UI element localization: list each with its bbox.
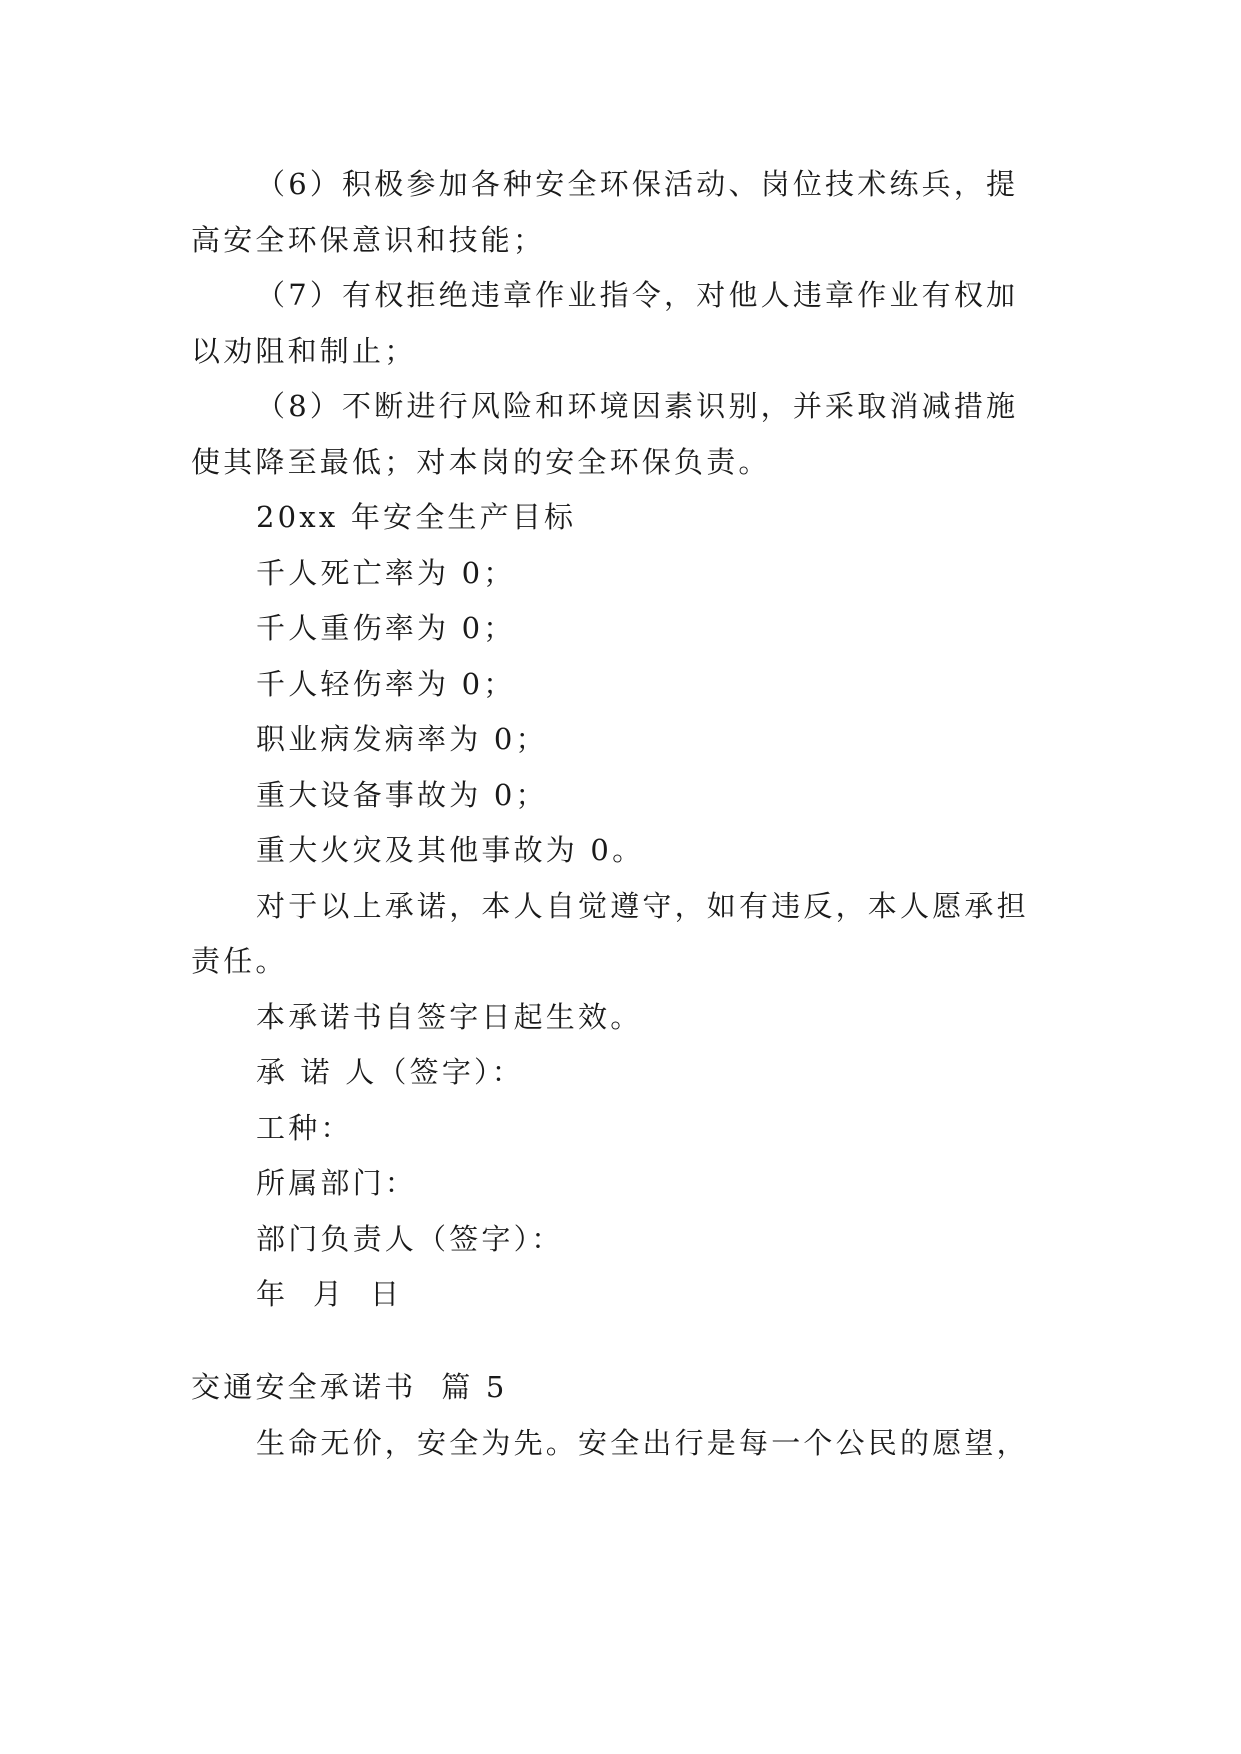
- paragraph-8-line-1: （8）不断进行风险和环境因素识别，并采取消减措施: [256, 389, 1019, 423]
- section-title: 交通安全承诺书 篇 5: [191, 1370, 508, 1404]
- paragraph-6-line-2: 高安全环保意识和技能；: [191, 223, 546, 257]
- department-label: 所属部门：: [256, 1166, 418, 1200]
- paragraph-7-line-2: 以劝阻和制止；: [191, 334, 417, 368]
- effective-statement: 本承诺书自签字日起生效。: [256, 1000, 643, 1034]
- commitment-line-2: 责任。: [191, 944, 288, 978]
- paragraph-8-line-2: 使其降至最低；对本岗的安全环保负责。: [191, 445, 771, 479]
- commitment-line-1: 对于以上承诺，本人自觉遵守，如有违反，本人愿承担: [256, 889, 1029, 923]
- job-type-label: 工种：: [256, 1111, 353, 1145]
- goal-item: 重大设备事故为 0；: [256, 778, 548, 812]
- goal-item: 千人轻伤率为 0；: [256, 667, 516, 701]
- goal-item: 千人死亡率为 0；: [256, 556, 516, 590]
- goal-item: 职业病发病率为 0；: [256, 722, 548, 756]
- goal-item: 重大火灾及其他事故为 0。: [256, 833, 645, 867]
- section-intro-line: 生命无价，安全为先。安全出行是每一个公民的愿望，: [256, 1426, 1029, 1460]
- department-head-signature-label: 部门负责人（签字）：: [256, 1222, 564, 1256]
- date-label: 年 月 日: [256, 1277, 403, 1311]
- paragraph-7-line-1: （7）有权拒绝违章作业指令，对他人违章作业有权加: [256, 278, 1019, 312]
- paragraph-6-line-1: （6）积极参加各种安全环保活动、岗位技术练兵，提: [256, 167, 1019, 201]
- goal-item: 千人重伤率为 0；: [256, 611, 516, 645]
- promisor-signature-label: 承 诺 人（签字）：: [256, 1055, 524, 1089]
- goals-heading: 20xx 年安全生产目标: [256, 500, 577, 534]
